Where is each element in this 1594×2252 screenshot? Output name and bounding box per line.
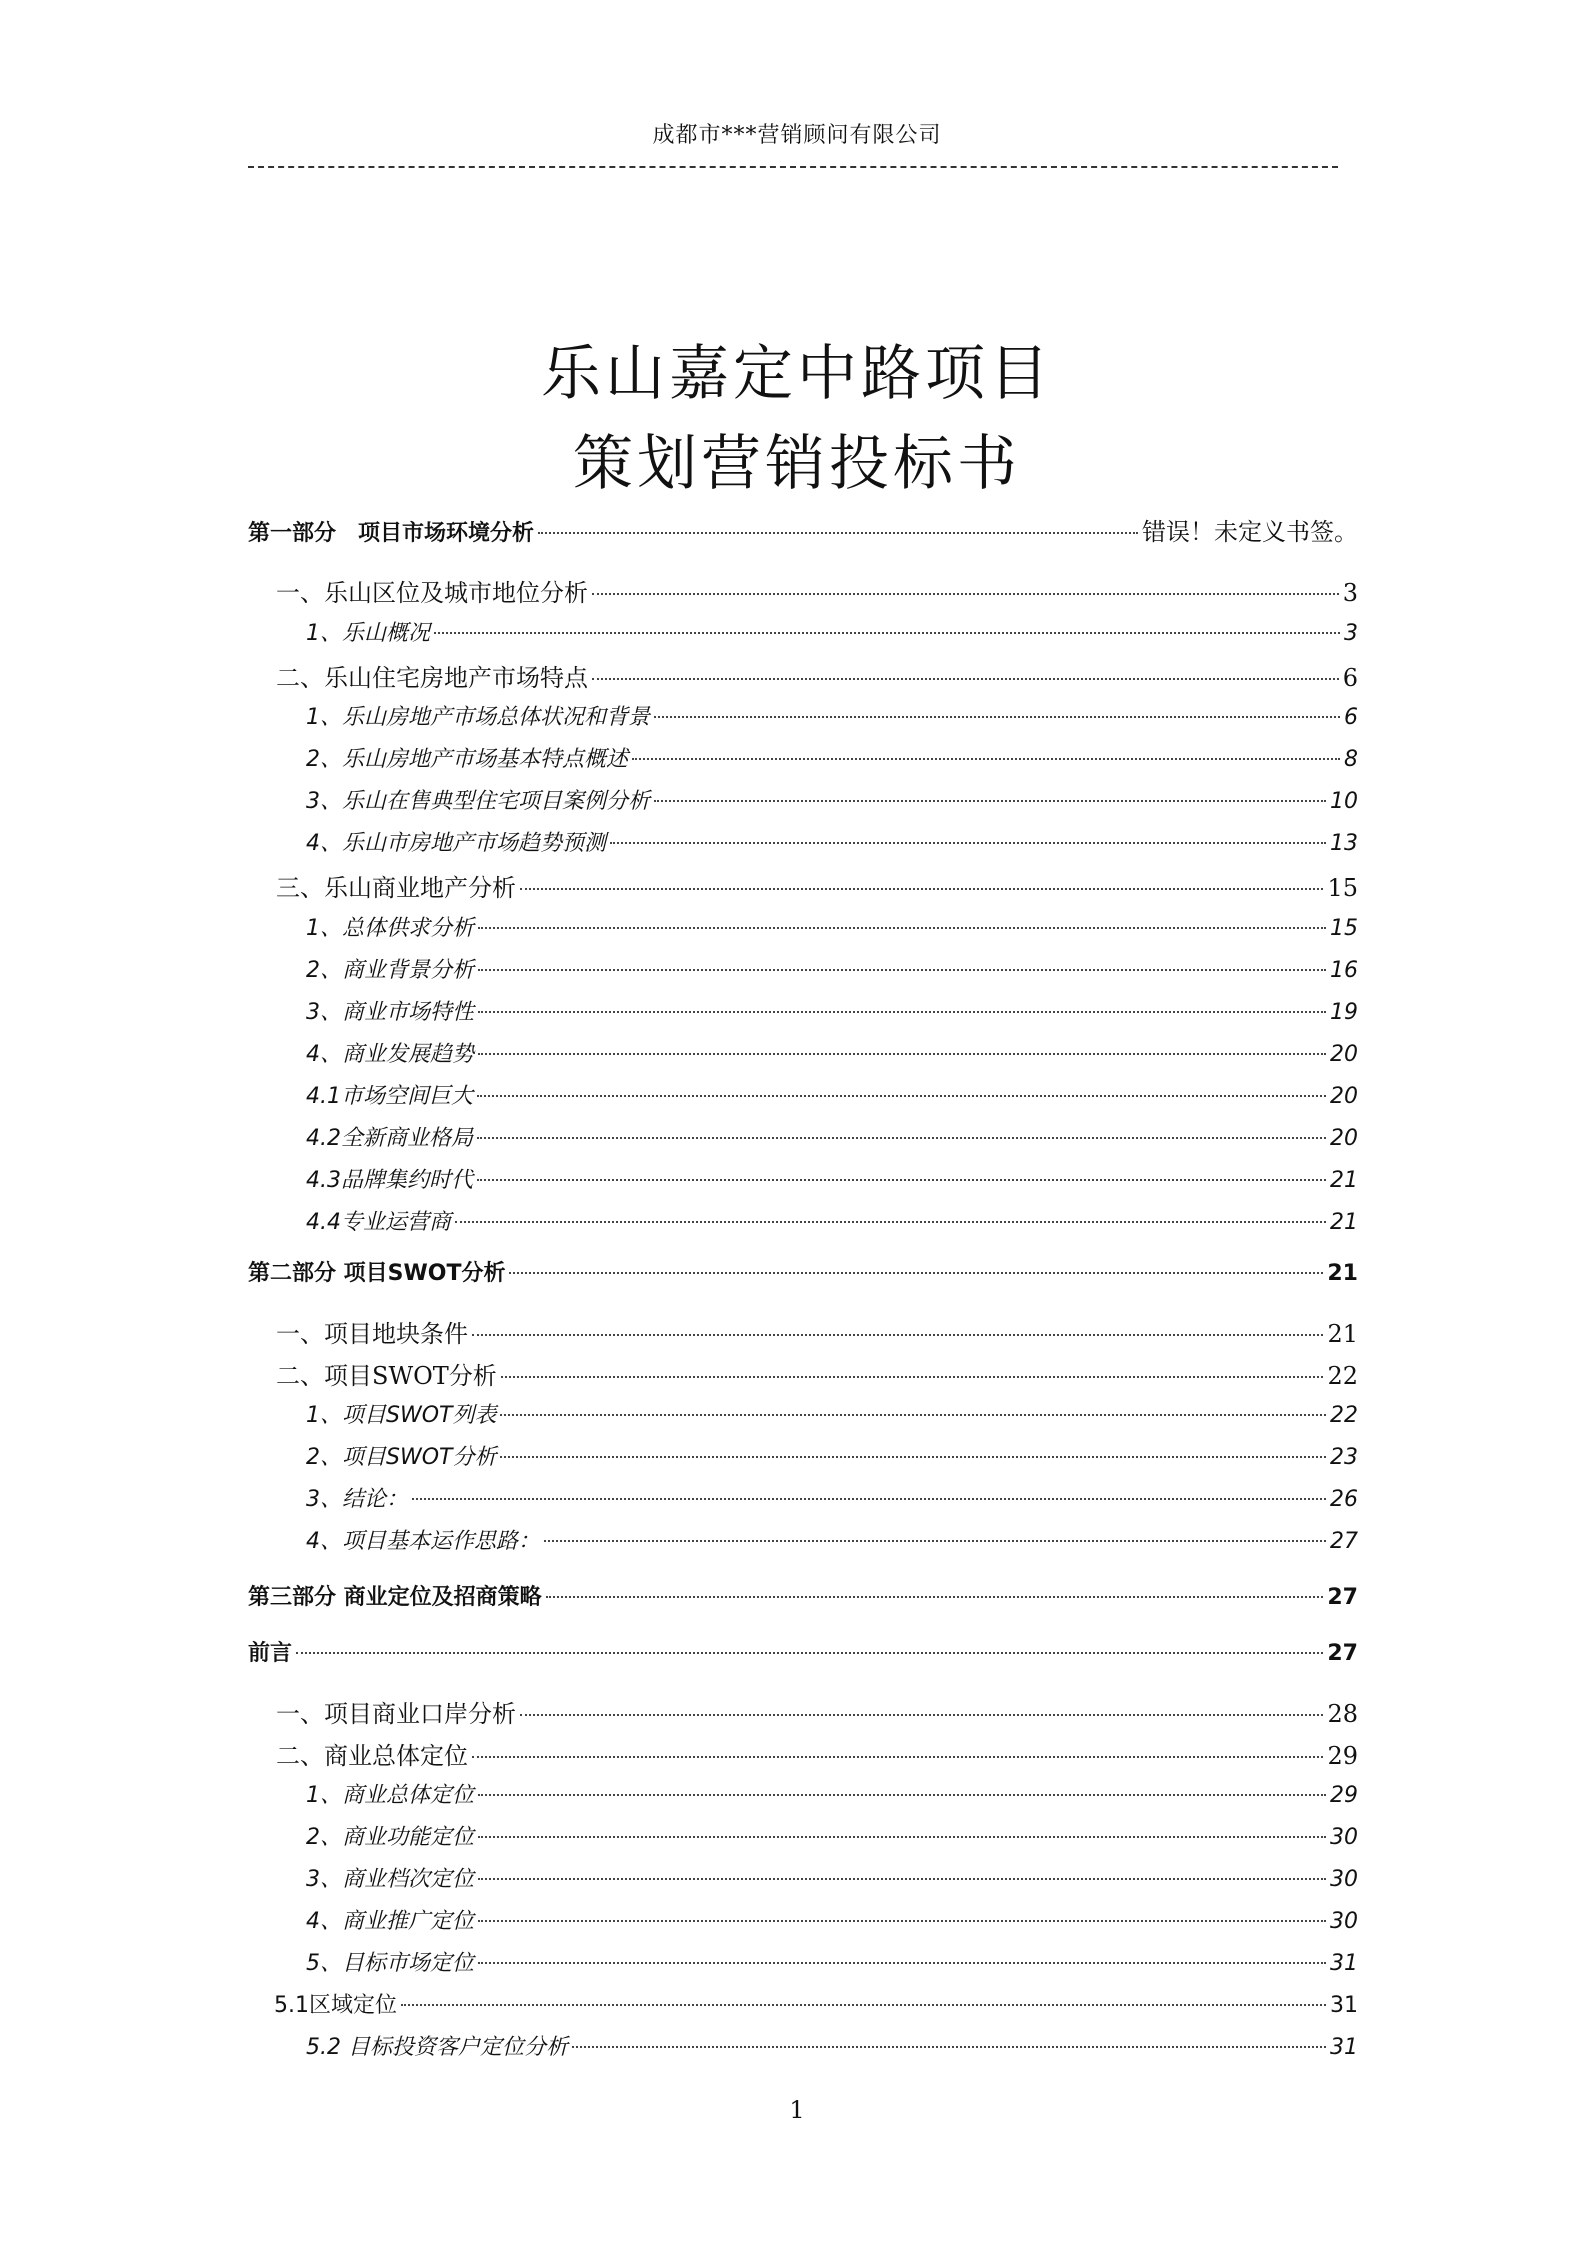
toc-leader-dots [472, 1334, 1323, 1336]
toc-entry-label: 5.1区域定位 [274, 1993, 397, 2018]
toc-entry-page: 8 [1344, 747, 1358, 772]
toc-entry-label: 三、乐山商业地产分析 [276, 874, 516, 902]
toc-entry[interactable] [248, 512, 1358, 547]
toc-entry[interactable] [306, 911, 1358, 942]
toc-leader-dots [546, 1596, 1324, 1598]
toc-leader-dots [478, 1920, 1326, 1922]
toc-leader-dots [296, 1652, 1323, 1654]
toc-entry-label: 3、结论： [306, 1487, 408, 1512]
toc-entry-label: 4.3品牌集约时代 [306, 1168, 473, 1193]
toc-entry-page: 21 [1327, 1261, 1358, 1286]
toc-leader-dots [592, 678, 1339, 680]
toc-leader-dots [509, 1272, 1323, 1274]
toc-leader-dots [412, 1498, 1326, 1500]
toc-entry[interactable] [306, 742, 1358, 773]
toc-leader-dots [544, 1540, 1326, 1542]
toc-entry[interactable] [276, 573, 1358, 608]
toc-entry-page: 21 [1327, 1320, 1358, 1348]
toc-leader-dots [500, 1414, 1326, 1416]
toc-entry[interactable] [274, 1988, 1358, 2019]
toc-entry-label: 4.2全新商业格局 [306, 1126, 473, 1151]
toc-leader-dots [455, 1221, 1326, 1223]
toc-entry-label: 4.1市场空间巨大 [306, 1084, 473, 1109]
toc-entry-label: 4、项目基本运作思路： [306, 1529, 540, 1554]
toc-entry-page: 16 [1330, 958, 1358, 983]
toc-entry[interactable] [276, 1314, 1358, 1349]
toc-entry-page: 27 [1330, 1529, 1358, 1554]
toc-entry-label: 4、商业发展趋势 [306, 1042, 474, 1067]
toc-entry-page: 30 [1330, 1867, 1358, 1892]
toc-entry[interactable] [306, 1163, 1358, 1194]
toc-entry-label: 4、乐山市房地产市场趋势预测 [306, 831, 606, 856]
toc-entry[interactable] [306, 616, 1358, 647]
toc-entry[interactable] [306, 2030, 1358, 2061]
toc-entry-label: 第一部分 项目市场环境分析 [248, 521, 535, 546]
toc-entry[interactable] [276, 1694, 1358, 1729]
toc-entry-label: 5.2 目标投资客户定位分析 [306, 2035, 568, 2060]
company-name: 成都市***营销顾问有限公司 [652, 123, 942, 148]
toc-entry[interactable] [306, 700, 1358, 731]
toc-entry-label: 2、商业功能定位 [306, 1825, 474, 1850]
toc-entry-label: 3、乐山在售典型住宅项目案例分析 [306, 789, 650, 814]
toc-leader-dots [472, 1756, 1323, 1758]
toc-entry-page: 26 [1330, 1487, 1358, 1512]
toc-entry-page: 30 [1330, 1909, 1358, 1934]
toc-leader-dots [610, 842, 1326, 844]
toc-leader-dots [654, 716, 1340, 718]
toc-entry-page: 22 [1327, 1362, 1358, 1390]
toc-entry-label: 第二部分 项目SWOT分析 [248, 1261, 506, 1286]
toc-leader-dots [477, 1095, 1326, 1097]
toc-leader-dots [401, 2004, 1326, 2006]
toc-leader-dots [500, 1456, 1326, 1458]
toc-entry[interactable] [306, 1398, 1358, 1429]
toc-entry-page: 27 [1327, 1585, 1358, 1610]
toc-entry[interactable] [306, 995, 1358, 1026]
toc-entry-page: 3 [1342, 579, 1358, 607]
toc-entry-label: 3、商业档次定位 [306, 1867, 474, 1892]
toc-entry[interactable] [276, 1356, 1358, 1391]
toc-entry[interactable] [276, 868, 1358, 903]
toc-entry-page: 10 [1330, 789, 1358, 814]
toc-leader-dots [478, 1836, 1326, 1838]
toc-entry-page: 28 [1327, 1700, 1358, 1728]
toc-leader-dots [477, 1137, 1326, 1139]
toc-entry[interactable] [306, 1079, 1358, 1110]
toc-entry[interactable] [248, 1256, 1358, 1287]
toc-entry[interactable] [306, 826, 1358, 857]
toc-entry[interactable] [276, 1736, 1358, 1771]
toc-entry-page: 31 [1330, 2035, 1358, 2060]
toc-entry-label: 2、项目SWOT分析 [306, 1445, 497, 1470]
toc-entry-label: 1、总体供求分析 [306, 916, 474, 941]
toc-leader-dots [501, 1376, 1324, 1378]
toc-entry-page: 19 [1330, 1000, 1358, 1025]
toc-entry-label: 第三部分 商业定位及招商策略 [248, 1585, 542, 1610]
toc-leader-dots [478, 927, 1326, 929]
toc-entry-page: 29 [1330, 1783, 1358, 1808]
toc-entry-page: 6 [1342, 664, 1358, 692]
toc-entry-label: 一、项目商业口岸分析 [276, 1700, 516, 1728]
toc-entry-page: 23 [1330, 1445, 1358, 1470]
toc-entry[interactable] [306, 784, 1358, 815]
toc-leader-dots [478, 1011, 1326, 1013]
toc-entry-label: 1、乐山概况 [306, 621, 430, 646]
toc-leader-dots [478, 1794, 1326, 1796]
toc-leader-dots [477, 1179, 1326, 1181]
toc-leader-dots [478, 1878, 1326, 1880]
page-number: 1 [789, 2096, 805, 2124]
toc-entry-page: 15 [1327, 874, 1358, 902]
toc-entry-page: 15 [1330, 916, 1358, 941]
toc-entry-page: 20 [1330, 1126, 1358, 1151]
toc-entry-page: 30 [1330, 1825, 1358, 1850]
toc-leader-dots [478, 969, 1326, 971]
toc-leader-dots [478, 1053, 1326, 1055]
document-title-line2: 策划营销投标书 [573, 429, 1021, 500]
header-divider [248, 166, 1338, 168]
toc-leader-dots [520, 888, 1323, 890]
toc-entry[interactable] [306, 1482, 1358, 1513]
toc-entry-label: 4.4专业运营商 [306, 1210, 451, 1235]
toc-entry[interactable] [306, 1778, 1358, 1809]
toc-entry-label: 二、乐山住宅房地产市场特点 [276, 664, 588, 692]
toc-entry[interactable] [306, 1524, 1358, 1555]
toc-leader-dots [520, 1714, 1323, 1716]
toc-entry-label: 5、目标市场定位 [306, 1951, 474, 1976]
toc-entry-page: 27 [1327, 1641, 1358, 1666]
toc-entry-label: 3、商业市场特性 [306, 1000, 474, 1025]
toc-entry-page: 20 [1330, 1084, 1358, 1109]
toc-entry[interactable] [306, 1037, 1358, 1068]
toc-leader-dots [654, 800, 1326, 802]
toc-entry-page: 31 [1330, 1951, 1358, 1976]
toc-entry-label: 1、商业总体定位 [306, 1783, 474, 1808]
toc-entry-label: 2、商业背景分析 [306, 958, 474, 983]
toc-leader-dots [572, 2046, 1326, 2048]
toc-entry[interactable] [306, 1440, 1358, 1471]
toc-entry-label: 前言 [248, 1641, 293, 1666]
toc-entry[interactable] [306, 1820, 1358, 1851]
toc-entry-page: 13 [1330, 831, 1358, 856]
toc-entry-page: 21 [1330, 1210, 1358, 1235]
toc-entry[interactable] [306, 1946, 1358, 1977]
toc-entry-label: 一、项目地块条件 [276, 1320, 468, 1348]
toc-entry-page: 22 [1330, 1403, 1358, 1428]
toc-entry-label: 二、商业总体定位 [276, 1742, 468, 1770]
toc-entry-label: 1、项目SWOT列表 [306, 1403, 497, 1428]
toc-leader-dots [538, 532, 1138, 534]
toc-entry-label: 二、项目SWOT分析 [276, 1362, 497, 1390]
toc-entry-page: 错误！未定义书签。 [1142, 518, 1358, 546]
toc-leader-dots [632, 758, 1340, 760]
toc-entry[interactable] [306, 953, 1358, 984]
toc-entry[interactable] [276, 658, 1358, 693]
toc-leader-dots [434, 632, 1340, 634]
toc-entry-label: 4、商业推广定位 [306, 1909, 474, 1934]
toc-entry-label: 2、乐山房地产市场基本特点概述 [306, 747, 628, 772]
document-title-line1: 乐山嘉定中路项目 [541, 339, 1053, 410]
toc-entry[interactable] [306, 1121, 1358, 1152]
toc-entry-label: 一、乐山区位及城市地位分析 [276, 579, 588, 607]
toc-entry-page: 31 [1330, 1993, 1358, 2018]
toc-entry[interactable] [248, 1580, 1358, 1611]
toc-leader-dots [478, 1962, 1326, 1964]
toc-entry-page: 21 [1330, 1168, 1358, 1193]
toc-entry-page: 6 [1344, 705, 1358, 730]
toc-entry-label: 1、乐山房地产市场总体状况和背景 [306, 705, 650, 730]
toc-entry[interactable] [306, 1904, 1358, 1935]
toc-entry-page: 20 [1330, 1042, 1358, 1067]
toc-entry[interactable] [248, 1636, 1358, 1667]
toc-entry-page: 29 [1327, 1742, 1358, 1770]
toc-entry[interactable] [306, 1862, 1358, 1893]
toc-leader-dots [592, 593, 1339, 595]
toc-entry[interactable] [306, 1205, 1358, 1236]
toc-entry-page: 3 [1344, 621, 1358, 646]
